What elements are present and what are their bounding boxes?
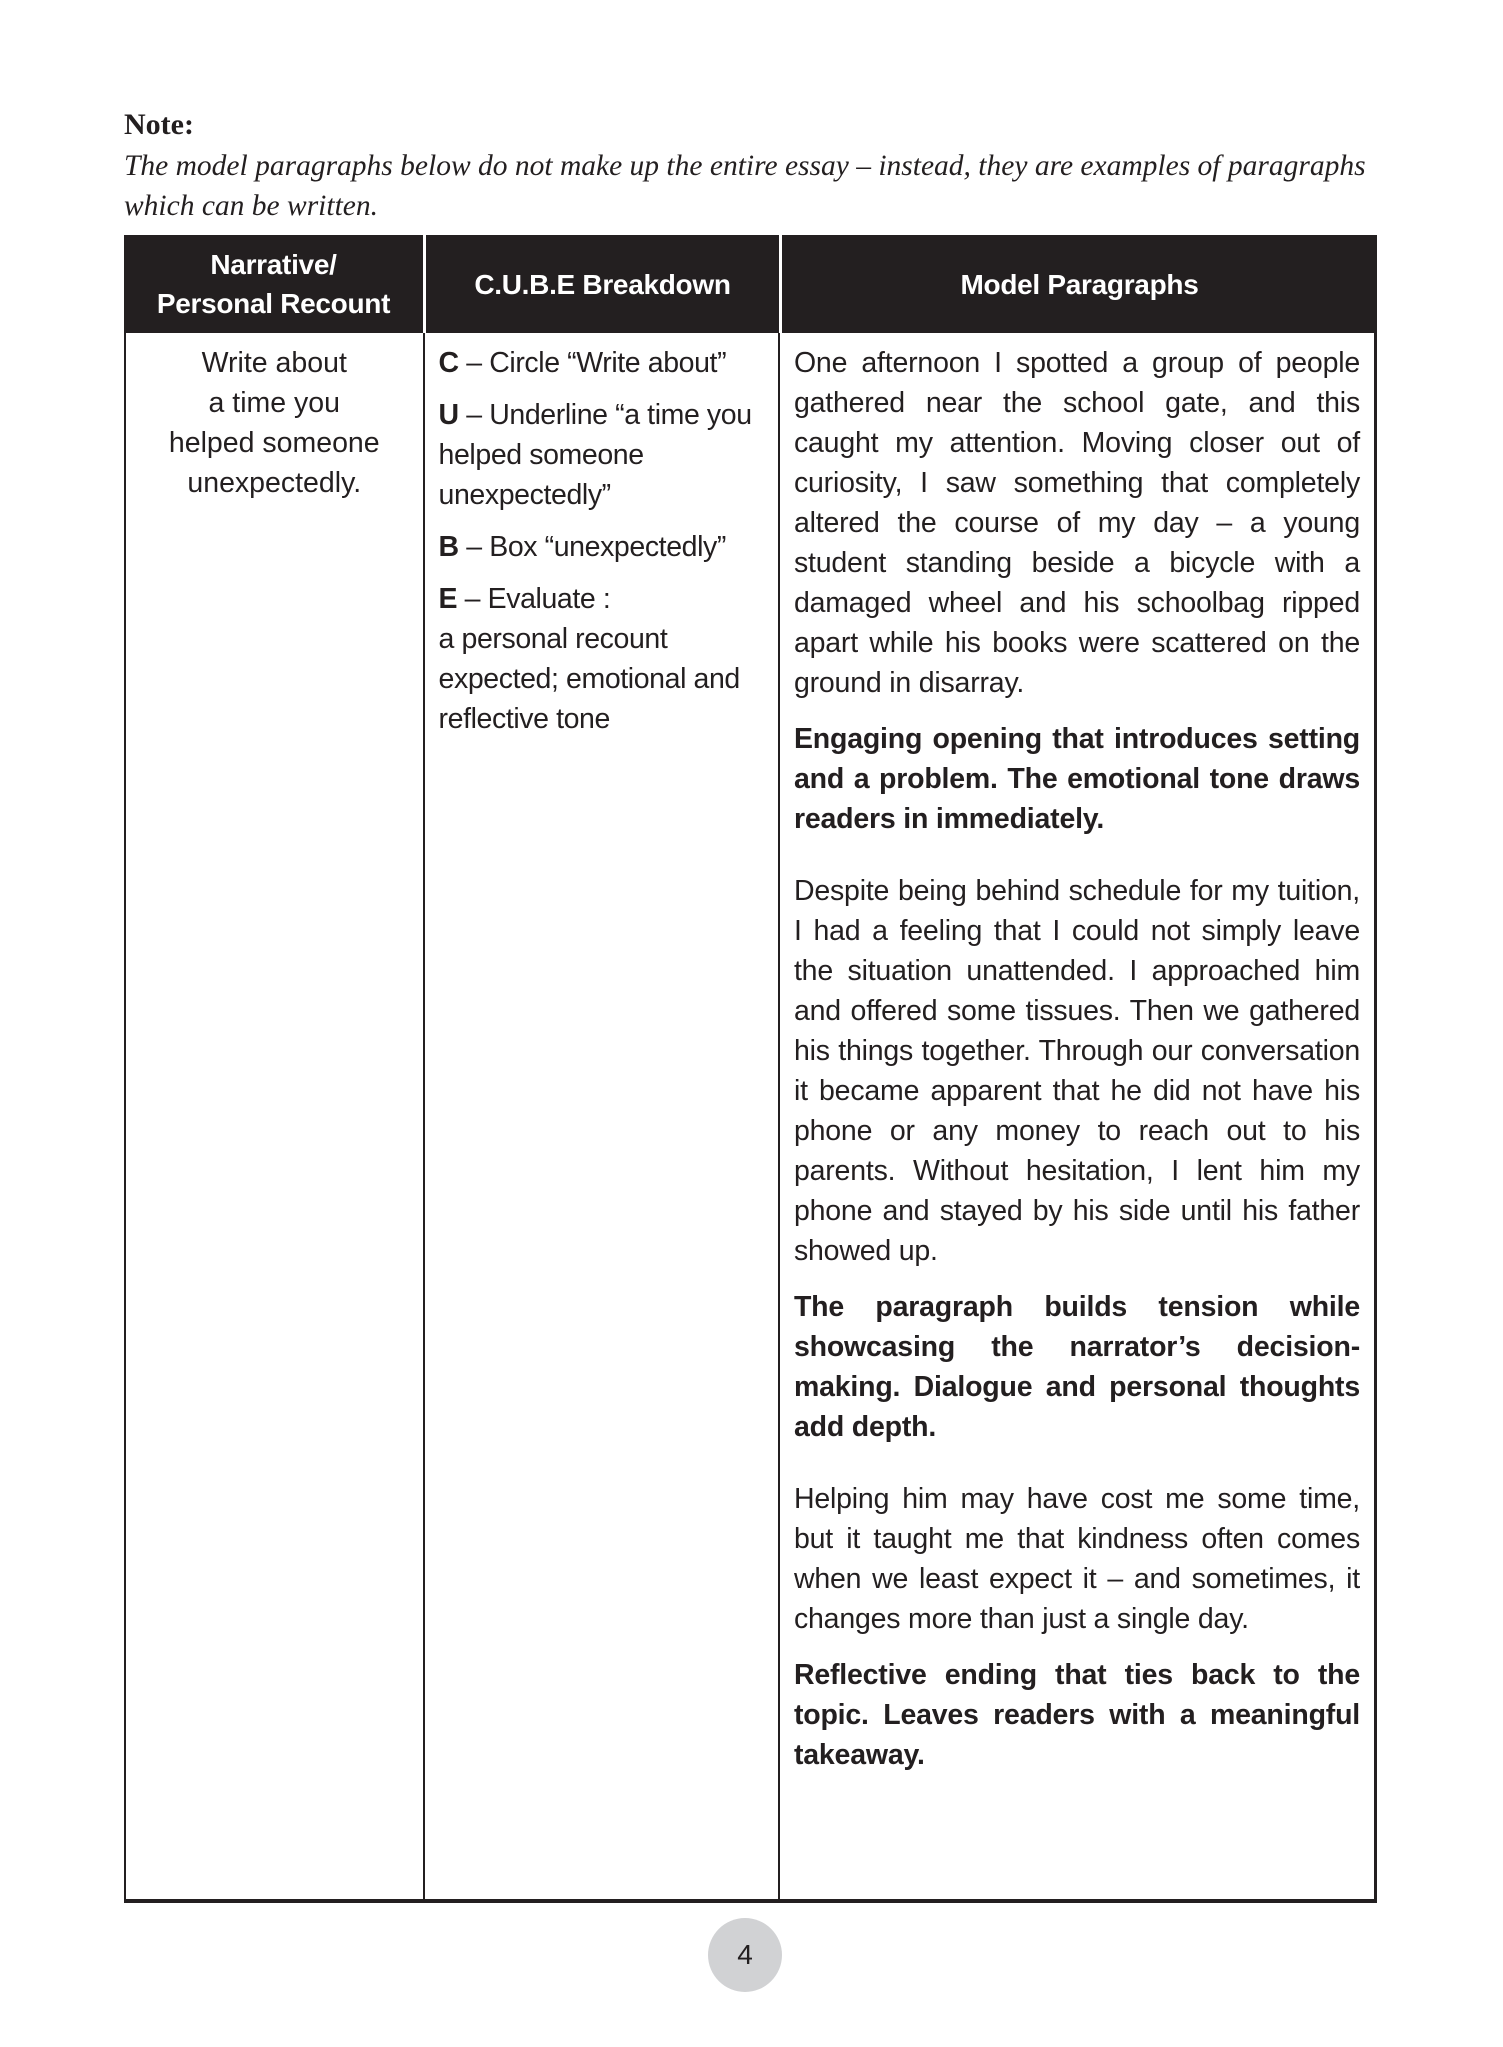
cube-breakdown-cell xyxy=(423,333,778,1899)
cube-item-evaluate xyxy=(439,579,768,739)
prompt-line: Write about xyxy=(201,347,347,379)
prompt-line: a time you xyxy=(208,387,340,419)
cube-item-underline xyxy=(439,395,768,515)
essay-prompt-cell xyxy=(126,333,423,1899)
header-cube-breakdown: C.U.B.E Breakdown xyxy=(423,235,779,333)
header-model-paragraphs: Model Paragraphs xyxy=(779,235,1377,333)
prompt-line: unexpectedly. xyxy=(187,467,362,499)
model-paragraph-body: Despite being behind schedule for my tuition, I had a feeling that I could not simply leave the situation unattended. I approached him and offered some tissues. Then we gathered his things together. Through our conversation it became apparent that he did not have his phone or any money to reach out to his parents. Without hesitation, I lent him my phone and stayed by his side until his father showed up. xyxy=(793,875,1360,1267)
header-narrative-personal-recount xyxy=(124,235,423,333)
note-body: The model paragraphs below do not make up the entire essay – instead, they are examples of paragraphs which can be written. xyxy=(124,150,1366,222)
cube-text: – Box “unexpectedly” xyxy=(458,531,726,563)
model-comment-body: The paragraph builds tension while showcasing the narrator’s decision-making. Dialogue and personal thoughts add depth. xyxy=(793,1291,1360,1443)
cube-letter: B xyxy=(438,531,459,563)
cube-letter: C xyxy=(438,347,459,379)
cube-item-box xyxy=(439,527,768,567)
cube-letter: U xyxy=(438,399,459,431)
cube-item-circle xyxy=(439,343,768,383)
essay-breakdown-table xyxy=(124,235,1377,1903)
cube-text: – Circle “Write about” xyxy=(458,347,727,379)
table-row xyxy=(124,333,1377,1903)
header-col1-line1: Narrative/ xyxy=(210,249,337,280)
prompt-line: helped someone xyxy=(168,427,380,459)
model-paragraph-opening: One afternoon I spotted a group of people gathered near the school gate, and this caught my attention. Moving closer out of curiosity, I saw something that completely altered the course of my day – a young student standing beside a bicycle with a damaged wheel and his schoolbag ripped apart while his books were scattered on the ground in disarray. xyxy=(793,347,1360,699)
cube-text: – Underline “a time you helped someone unexpectedly” xyxy=(438,399,752,511)
cube-letter: E xyxy=(438,583,458,615)
header-col1-line2: Personal Recount xyxy=(156,288,391,319)
note-title: Note: xyxy=(124,108,194,141)
cube-evaluate-detail: a personal recount expected; emotional and reflective tone xyxy=(438,623,740,735)
model-paragraph-ending: Helping him may have cost me some time, but it taught me that kindness often comes when we least expect it – and sometimes, it changes more than just a single day. xyxy=(793,1483,1360,1635)
page-number-badge xyxy=(708,1918,782,1992)
model-comment-ending: Reflective ending that ties back to the topic. Leaves readers with a meaningful takeaway. xyxy=(793,1659,1360,1771)
page-number: 4 xyxy=(737,1939,753,1970)
table-header xyxy=(124,235,1377,333)
cube-text: – Evaluate : xyxy=(457,583,611,615)
model-paragraphs-cell xyxy=(778,333,1374,1899)
model-comment-opening: Engaging opening that introduces setting and a problem. The emotional tone draws readers in immediately. xyxy=(793,723,1360,835)
